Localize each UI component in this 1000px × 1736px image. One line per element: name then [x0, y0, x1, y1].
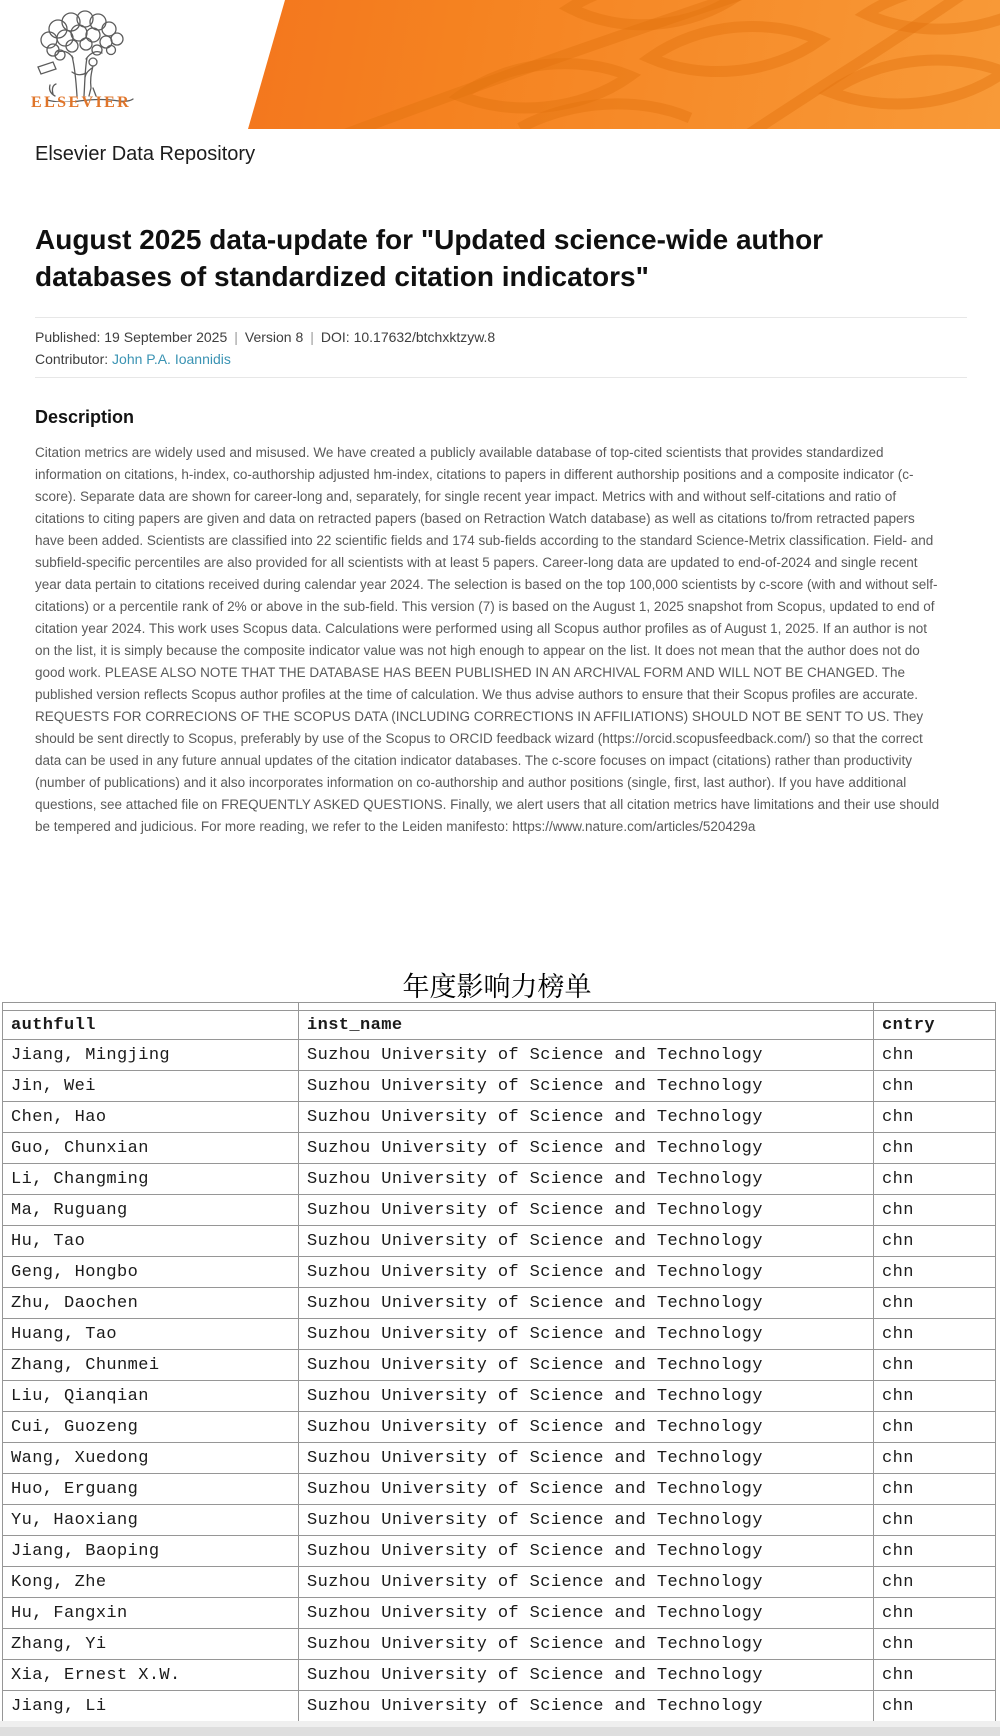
author-cell: Jiang, Baoping	[3, 1536, 299, 1567]
country-cell: chn	[874, 1350, 996, 1381]
description-heading: Description	[35, 406, 135, 427]
table-row	[3, 1598, 996, 1629]
institution-cell: Suzhou University of Science and Technology	[299, 1350, 874, 1381]
country-cell: chn	[874, 1071, 996, 1102]
table-row	[3, 1040, 996, 1071]
table-row	[3, 1691, 996, 1722]
institution-cell: Suzhou University of Science and Technology	[299, 1133, 874, 1164]
country-cell: chn	[874, 1381, 996, 1412]
author-cell: Wang, Xuedong	[3, 1443, 299, 1474]
contributor-link[interactable]: John P.A. Ioannidis	[112, 351, 231, 367]
institution-cell: Suzhou University of Science and Technology	[299, 1660, 874, 1691]
table-row	[3, 1226, 996, 1257]
table-row	[3, 1102, 996, 1133]
table-row	[3, 1319, 996, 1350]
author-cell: Ma, Ruguang	[3, 1195, 299, 1226]
country-cell: chn	[874, 1691, 996, 1722]
institution-cell: Suzhou University of Science and Technology	[299, 1071, 874, 1102]
author-cell: Jiang, Mingjing	[3, 1040, 299, 1071]
table-row	[3, 1505, 996, 1536]
table-row	[3, 1443, 996, 1474]
next-row-edge	[0, 1727, 1000, 1736]
institution-cell: Suzhou University of Science and Technology	[299, 1226, 874, 1257]
author-cell: Zhang, Chunmei	[3, 1350, 299, 1381]
country-cell: chn	[874, 1102, 996, 1133]
table-row	[3, 1288, 996, 1319]
divider	[35, 317, 967, 318]
institution-cell: Suzhou University of Science and Technology	[299, 1598, 874, 1629]
author-cell: Chen, Hao	[3, 1102, 299, 1133]
author-cell: Kong, Zhe	[3, 1567, 299, 1598]
table-row	[3, 1071, 996, 1102]
institution-cell: Suzhou University of Science and Technology	[299, 1536, 874, 1567]
country-cell: chn	[874, 1288, 996, 1319]
author-cell: Cui, Guozeng	[3, 1412, 299, 1443]
table-row	[3, 1195, 996, 1226]
institution-cell: Suzhou University of Science and Technology	[299, 1691, 874, 1722]
table-row	[3, 1629, 996, 1660]
table-row	[3, 1381, 996, 1412]
published-date: Published: 19 September 2025	[35, 329, 228, 345]
country-cell: chn	[874, 1567, 996, 1598]
column-header-cntry: cntry	[874, 1011, 996, 1040]
contributor-line	[35, 351, 231, 367]
author-cell: Hu, Fangxin	[3, 1598, 299, 1629]
doi-label: DOI: 10.17632/btchxktzyw.8	[320, 329, 496, 345]
author-cell: Li, Changming	[3, 1164, 299, 1195]
institution-cell: Suzhou University of Science and Technology	[299, 1040, 874, 1071]
institution-cell: Suzhou University of Science and Technology	[299, 1381, 874, 1412]
institution-cell: Suzhou University of Science and Technology	[299, 1629, 874, 1660]
institution-cell: Suzhou University of Science and Technology	[299, 1102, 874, 1133]
country-cell: chn	[874, 1412, 996, 1443]
meta-separator: |	[234, 329, 238, 345]
institution-cell: Suzhou University of Science and Technology	[299, 1195, 874, 1226]
country-cell: chn	[874, 1660, 996, 1691]
table-row	[3, 1660, 996, 1691]
author-cell: Huo, Erguang	[3, 1474, 299, 1505]
author-cell: Yu, Haoxiang	[3, 1505, 299, 1536]
author-cell: Zhu, Daochen	[3, 1288, 299, 1319]
country-cell: chn	[874, 1195, 996, 1226]
country-cell: chn	[874, 1598, 996, 1629]
ranking-table-body	[3, 1040, 996, 1722]
elsevier-tree-logo	[28, 10, 140, 102]
country-cell: chn	[874, 1040, 996, 1071]
column-header-inst-name: inst_name	[299, 1011, 874, 1040]
author-cell: Geng, Hongbo	[3, 1257, 299, 1288]
author-cell: Xia, Ernest X.W.	[3, 1660, 299, 1691]
author-cell: Huang, Tao	[3, 1319, 299, 1350]
author-cell: Jin, Wei	[3, 1071, 299, 1102]
author-cell: Jiang, Li	[3, 1691, 299, 1722]
table-row	[3, 1567, 996, 1598]
leaf-pattern	[270, 0, 1000, 129]
country-cell: chn	[874, 1505, 996, 1536]
institution-cell: Suzhou University of Science and Technology	[299, 1443, 874, 1474]
institution-cell: Suzhou University of Science and Technology	[299, 1257, 874, 1288]
contributor-label: Contributor:	[35, 351, 109, 367]
author-cell: Guo, Chunxian	[3, 1133, 299, 1164]
version-label: Version 8	[244, 329, 304, 345]
table-row	[3, 1257, 996, 1288]
institution-cell: Suzhou University of Science and Technology	[299, 1505, 874, 1536]
ranking-table-title: 年度影响力榜单	[402, 972, 592, 1002]
country-cell: chn	[874, 1443, 996, 1474]
institution-cell: Suzhou University of Science and Technology	[299, 1412, 874, 1443]
country-cell: chn	[874, 1474, 996, 1505]
country-cell: chn	[874, 1629, 996, 1660]
author-cell: Hu, Tao	[3, 1226, 299, 1257]
institution-cell: Suzhou University of Science and Technology	[299, 1164, 874, 1195]
country-cell: chn	[874, 1164, 996, 1195]
country-cell: chn	[874, 1257, 996, 1288]
table-row	[3, 1350, 996, 1381]
country-cell: chn	[874, 1226, 996, 1257]
description-text: Citation metrics are widely used and misused. We have created a publicly available database of top-cited scientists that provides standardized information on citations, h-index, co-authorship adjusted hm-index, citations to papers in different authorship positions and a composite indicator (c-score). Separate data are shown for career-long and, separately, for single recent year impact. Metrics with and without self-citations and ratio of citations to citing papers are given and data on retracted papers (based on Retraction Watch database) as well as citations to/from retracted papers have been added. Scientists are classified into 22 scientific fields and 174 sub-fields according to the standard Science-Metrix classification. Field- and subfield-specific percentiles are also provided for all scientists with at least 5 papers. Career-long data are updated to end-of-2024 and single recent year data pertain to citations received during calendar year 2024. The selection is based on the top 100,000 scientists by c-score (with and without self-citations) or a percentile rank of 2% or above in the sub-field. This version (7) is based on the August 1, 2025 snapshot from Scopus, updated to end of citation year 2024. This work uses Scopus data. Calculations were performed using all Scopus author profiles as of August 1, 2025. If an author is not on the list, it is simply because the composite indicator value was not high enough to appear on the list. It does not mean that the author does not do good work. PLEASE ALSO NOTE THAT THE DATABASE HAS BEEN PUBLISHED IN AN ARCHIVAL FORM AND WILL NOT BE CHANGED. The published version reflects Scopus author profiles at the time of calculation. We thus advise authors to ensure that their Scopus profiles are accurate. REQUESTS FOR CORRECIONS OF THE SCOPUS DATA (INCLUDING CORRECTIONS IN AFFILIATIONS) SHOULD NOT BE SENT TO US. They should be sent directly to Scopus, preferably by use of the Scopus to ORCID feedback wizard (https://orcid.scopusfeedback.com/) so that the correct data can be used in any future annual updates of the citation indicator databases. The c-score focuses on impact (citations) rather than productivity (number of publications) and it also incorporates information on co-authorship and author positions (single, first, last author). If you have additional questions, see attached file on FREQUENTLY ASKED QUESTIONS. Finally, we alert users that all citation metrics have limitations and their use should be tempered and judicious. For more reading, we refer to the Leiden manifesto: https://www.nature.com/articles/520429a	[35, 444, 940, 834]
author-cell: Liu, Qianqian	[3, 1381, 299, 1412]
dataset-title: August 2025 data-update for "Updated science-wide author databases of standardized citation indicators"	[35, 223, 824, 292]
column-header-authfull: authfull	[3, 1011, 299, 1040]
table-row	[3, 1536, 996, 1567]
country-cell: chn	[874, 1319, 996, 1350]
header-banner	[0, 0, 1000, 129]
site-title: Elsevier Data Repository	[35, 143, 256, 165]
author-cell: Zhang, Yi	[3, 1629, 299, 1660]
publication-meta	[35, 329, 495, 345]
meta-separator: |	[310, 329, 314, 345]
table-row	[3, 1412, 996, 1443]
country-cell: chn	[874, 1536, 996, 1567]
institution-cell: Suzhou University of Science and Technology	[299, 1567, 874, 1598]
institution-cell: Suzhou University of Science and Technology	[299, 1288, 874, 1319]
table-row	[3, 1474, 996, 1505]
institution-cell: Suzhou University of Science and Technology	[299, 1319, 874, 1350]
elsevier-wordmark: ELSEVIER	[31, 94, 132, 111]
table-row	[3, 1133, 996, 1164]
ranking-table	[2, 1002, 996, 1722]
divider	[35, 377, 967, 378]
country-cell: chn	[874, 1133, 996, 1164]
partial-row	[3, 1003, 996, 1011]
header-row	[3, 1011, 996, 1040]
table-row	[3, 1164, 996, 1195]
institution-cell: Suzhou University of Science and Technology	[299, 1474, 874, 1505]
